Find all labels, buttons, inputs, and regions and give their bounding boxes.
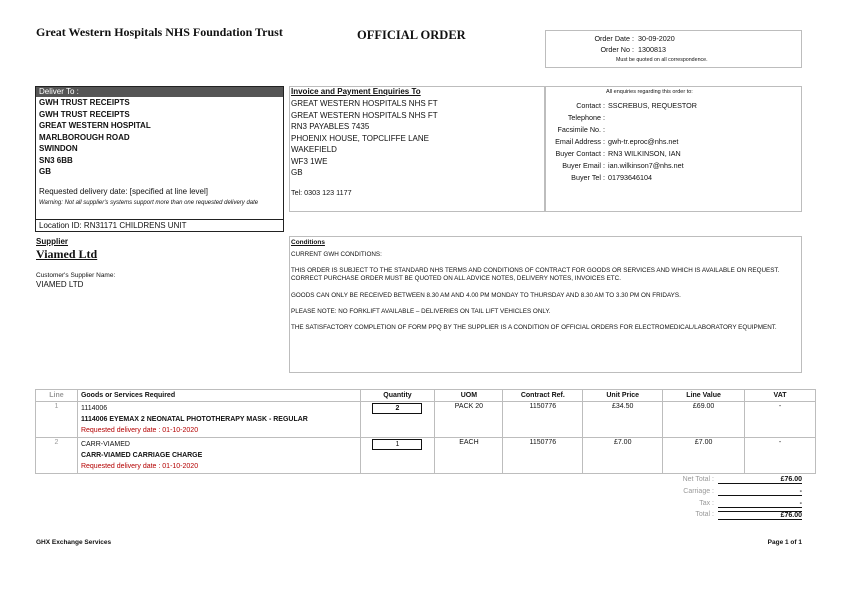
total-label: Total :	[695, 511, 714, 518]
contact-row	[546, 136, 801, 148]
contact-row	[546, 112, 801, 124]
order-date-label: Order Date :	[594, 34, 634, 43]
invoice-box	[289, 86, 545, 212]
address-line: WAKEFIELD	[291, 145, 337, 154]
address-line: SN3 6BB	[39, 155, 73, 165]
address-line: GB	[39, 167, 51, 176]
item-code: CARR-VIAMED	[80, 441, 130, 448]
address-line: PHOENIX HOUSE, TOPCLIFFE LANE	[291, 133, 429, 143]
column-header-line-value: Line Value	[663, 390, 745, 402]
quantity-value: 1	[372, 439, 422, 450]
table-header-row	[36, 390, 816, 402]
address-line: MARLBOROUGH ROAD	[39, 132, 130, 142]
net-total-row	[660, 476, 802, 487]
line-number: 1	[36, 402, 78, 438]
contact-label: Buyer Email :	[562, 161, 605, 170]
vat-cell: -	[745, 438, 816, 474]
quantity-cell	[360, 402, 435, 438]
column-header-line: Line	[36, 390, 78, 402]
item-description: 1114006 EYEMAX 2 NEONATAL PHOTOTHERAPY MASK - REGULAR	[80, 416, 308, 423]
order-info-box	[545, 30, 802, 68]
carriage-row	[660, 488, 802, 499]
requested-delivery-text: Requested delivery date: [specified at line level]	[39, 187, 208, 196]
uom-cell: EACH	[435, 438, 503, 474]
contact-row	[546, 172, 801, 184]
contact-value	[608, 125, 610, 134]
deliver-address	[39, 97, 151, 178]
contact-row	[546, 160, 801, 172]
column-header-quantity: Quantity	[360, 390, 435, 402]
address-line: WF3 1WE	[291, 156, 328, 166]
contacts-heading: All enquiries regarding this order to:	[606, 89, 693, 95]
organisation-name: Great Western Hospitals NHS Foundation Trust	[36, 25, 283, 39]
contact-label: Buyer Tel :	[571, 173, 605, 182]
conditions-paragraph: THE SATISFACTORY COMPLETION OF FORM PPQ BY THE SUPPLIER IS A CONDITION OF OFFICIAL ORDERS FOR ELECTROMEDICAL/LABORATORY EQUIPMENT.	[291, 324, 777, 332]
address-line: GREAT WESTERN HOSPITAL	[39, 121, 151, 130]
contact-row	[546, 148, 801, 160]
supplier-name: Viamed Ltd	[36, 247, 98, 261]
conditions-text	[291, 251, 791, 332]
contact-label: Telephone :	[567, 113, 605, 122]
item-code: 1114006	[80, 405, 108, 412]
page-number: Page 1 of 1	[767, 539, 802, 546]
tax-value: -	[718, 500, 802, 508]
conditions-paragraph: CURRENT GWH CONDITIONS:	[291, 251, 382, 258]
address-line: RN3 PAYABLES 7435	[291, 122, 370, 131]
location-id: Location ID: RN31171 CHILDRENS UNIT	[36, 219, 283, 231]
address-line: GREAT WESTERN HOSPITALS NHS FT	[291, 110, 438, 120]
contact-value	[608, 113, 610, 122]
net-total-value: £76.00	[718, 476, 802, 484]
goods-cell	[77, 438, 360, 474]
contact-label: Buyer Contact :	[555, 149, 605, 158]
conditions-paragraph: PLEASE NOTE: NO FORKLIFT AVAILABLE – DELIVERIES ON TAIL LIFT VEHICLES ONLY.	[291, 307, 551, 315]
total-row	[660, 511, 802, 522]
address-line: SWINDON	[39, 144, 78, 153]
carriage-value: -	[718, 488, 802, 496]
contacts-box	[545, 86, 802, 212]
carriage-label: Carriage :	[683, 488, 714, 495]
order-number-label: Order No :	[600, 45, 634, 54]
conditions-paragraph: GOODS CAN ONLY BE RECEIVED BETWEEN 8.30 AM AND 4.00 PM MONDAY TO THURSDAY AND 8.30 AM TO 3.30 PM ON FRIDAYS.	[291, 291, 681, 299]
table-row	[36, 438, 816, 474]
deliver-to-title: Deliver To :	[36, 87, 283, 97]
vat-cell: -	[745, 402, 816, 438]
column-header-uom: UOM	[435, 390, 503, 402]
address-line: GWH TRUST RECEIPTS	[39, 109, 130, 119]
order-date-value: 30-09-2020	[638, 34, 675, 43]
address-line: GWH TRUST RECEIPTS	[39, 98, 130, 107]
order-number-value: 1300813	[638, 45, 666, 54]
contact-label: Email Address :	[555, 137, 605, 146]
contact-value: ian.wilkinson7@nhs.net	[608, 161, 684, 170]
unit-price-cell: £34.50	[583, 402, 663, 438]
total-value: £76.00	[718, 511, 802, 520]
quantity-value: 2	[372, 403, 422, 414]
contact-label: Facsimile No. :	[557, 125, 605, 134]
contact-row	[546, 124, 801, 136]
unit-price-cell: £7.00	[583, 438, 663, 474]
customer-supplier-label: Customer's Supplier Name:	[36, 272, 116, 279]
column-header-unit-price: Unit Price	[583, 390, 663, 402]
line-value-cell: £69.00	[663, 402, 745, 438]
column-header-goods: Goods or Services Required	[77, 390, 360, 402]
customer-supplier-name: VIAMED LTD	[36, 280, 84, 289]
item-description: CARR-VIAMED CARRIAGE CHARGE	[80, 452, 203, 459]
contract-ref-cell: 1150776	[503, 402, 583, 438]
uom-cell: PACK 20	[435, 402, 503, 438]
conditions-box	[289, 236, 802, 373]
line-number: 2	[36, 438, 78, 474]
contacts-list	[546, 100, 801, 184]
document-title: OFFICIAL ORDER	[357, 28, 466, 42]
tax-row	[660, 500, 802, 511]
contact-value: gwh-tr.eproc@nhs.net	[608, 137, 679, 146]
conditions-paragraph: THIS ORDER IS SUBJECT TO THE STANDARD NHS TERMS AND CONDITIONS OF CONTRACT FOR GOODS OR SERVICES AND WHICH IS AVAILABLE ON REQUEST. CORRECT PURCHASE ORDER MUST BE QUOTED ON ALL ADVICE NOTES, DELIVERY NOTES, INVOICES ETC.	[291, 267, 780, 283]
contact-value: SSCREBUS, REQUESTOR	[608, 101, 697, 110]
line-value-cell: £7.00	[663, 438, 745, 474]
deliver-to-box	[35, 86, 284, 232]
column-header-vat: VAT	[745, 390, 816, 402]
footer-service-name: GHX Exchange Services	[36, 539, 112, 546]
invoice-address	[291, 98, 438, 179]
contact-label: Contact :	[576, 101, 605, 110]
contact-row	[546, 100, 801, 112]
delivery-warning: Warning: Not all supplier's systems support more than one requested delivery date	[39, 200, 259, 206]
item-requested-date: Requested delivery date : 01-10-2020	[80, 427, 199, 434]
goods-cell	[77, 402, 360, 438]
net-total-label: Net Total :	[682, 476, 714, 483]
conditions-title: Conditions	[291, 239, 325, 246]
contract-ref-cell: 1150776	[503, 438, 583, 474]
tax-label: Tax :	[699, 500, 714, 507]
column-header-contract: Contract Ref.	[503, 390, 583, 402]
supplier-title: Supplier	[36, 237, 69, 246]
address-line: GB	[291, 168, 303, 177]
order-reference-note: Must be quoted on all correspondence.	[616, 57, 708, 63]
contact-value: 01793646104	[608, 173, 652, 182]
contact-value: RN3 WILKINSON, IAN	[608, 149, 681, 158]
table-row	[36, 402, 816, 438]
order-lines-table	[35, 389, 816, 474]
quantity-cell	[360, 438, 435, 474]
invoice-title: Invoice and Payment Enquiries To	[291, 87, 421, 96]
address-line: GREAT WESTERN HOSPITALS NHS FT	[291, 99, 438, 108]
invoice-telephone: Tel: 0303 123 1177	[291, 188, 352, 197]
item-requested-date: Requested delivery date : 01-10-2020	[80, 463, 199, 470]
